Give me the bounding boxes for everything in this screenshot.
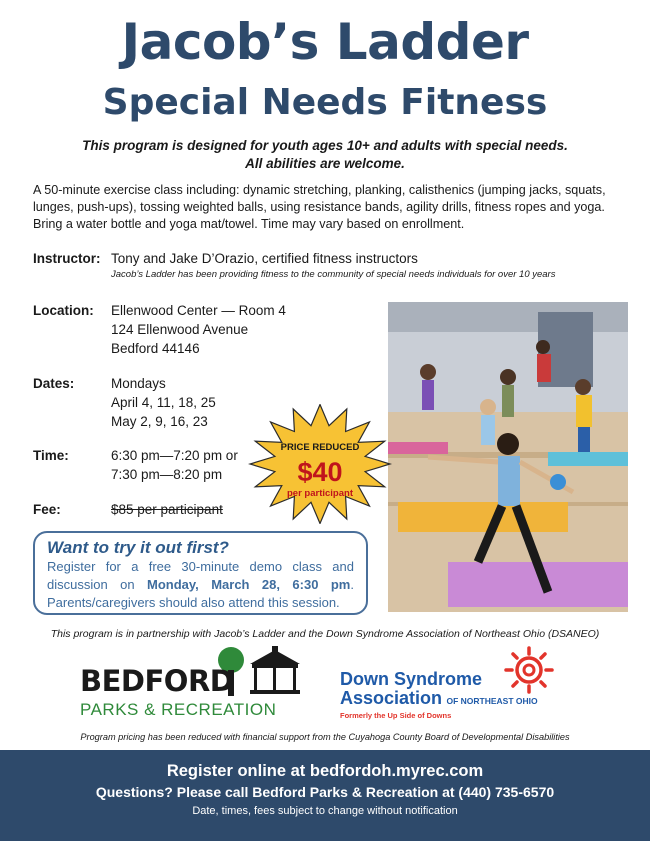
- fitness-class-illustration: [388, 302, 628, 612]
- time-line: 7:30 pm—8:20 pm: [111, 467, 223, 482]
- dates-value: [111, 374, 216, 431]
- questions-line: Questions? Please call Bedford Parks & Recreation at (440) 735-6570: [95, 784, 555, 800]
- pricing-note: Program pricing has been reduced with financial support from the Cuyahoga County Board of Developmental Disabilities: [80, 732, 570, 742]
- instructor-note: Jacob’s Ladder has been providing fitness to the community of special needs individuals for over 10 years: [111, 269, 556, 280]
- footer-banner: [0, 750, 650, 841]
- location-line: Bedford 44146: [111, 341, 200, 356]
- demo-body: [47, 558, 354, 612]
- price-reduced-burst: [248, 404, 393, 524]
- time-label: Time:: [33, 448, 69, 463]
- per-participant-label: per participant: [287, 488, 353, 499]
- demo-title: Want to try it out first?: [47, 538, 229, 557]
- sun-spiral-icon: [500, 646, 558, 694]
- dsa-formerly: Formerly the Up Side of Downs: [340, 711, 452, 720]
- fee-label: Fee:: [33, 502, 61, 517]
- time-value: [111, 446, 238, 484]
- location-label: Location:: [33, 303, 94, 318]
- dsa-region: OF NORTHEAST OHIO: [446, 696, 538, 706]
- demo-date: Monday, March 28, 6:30 pm: [147, 577, 351, 592]
- intro-line-1: This program is designed for youth ages 10+ and adults with special needs.: [82, 138, 568, 153]
- instructor-value: Tony and Jake D’Orazio, certified fitness instructors: [111, 251, 418, 266]
- demo-body-text: Register for a free 30-minute demo class and discussion on: [47, 559, 354, 592]
- demo-class-box: [33, 531, 368, 615]
- time-line: 6:30 pm—7:20 pm or: [111, 448, 238, 463]
- location-line: Ellenwood Center — Room 4: [111, 303, 286, 318]
- intro-line-2: All abilities are welcome.: [245, 156, 405, 171]
- location-value: [111, 301, 286, 358]
- program-description: A 50-minute exercise class including: dynamic stretching, planking, calisthenics (jumping jacks, squats, lunges, push-ups), tossing weighted balls, using resistance bands, agility drills, fitness ropes and yoga. Bring a water bottle and yoga mat/towel. Time may vary based on enrollment.: [33, 183, 606, 231]
- instructor-label: Instructor:: [33, 251, 101, 266]
- bedford-name: BEDFORD: [80, 664, 234, 698]
- dsa-association: Association: [340, 688, 443, 708]
- dsa-name-line2: [340, 688, 538, 709]
- demo-body-text: . Parents/caregivers should also attend this session.: [47, 577, 354, 610]
- fee-old-price: $85 per participant: [111, 502, 223, 517]
- partnership-note: This program is in partnership with Jacob’s Ladder and the Down Syndrome Association of Northeast Ohio (DSANEO): [50, 628, 600, 640]
- location-line: 124 Ellenwood Avenue: [111, 322, 249, 337]
- price-reduced-label: PRICE REDUCED: [280, 442, 360, 453]
- disclaimer-line: Date, times, fees subject to change without notification: [192, 805, 458, 817]
- page-subtitle: Special Needs Fitness: [102, 82, 548, 123]
- dates-line: Mondays: [111, 376, 166, 391]
- bedford-parks-logo: [80, 646, 305, 722]
- page-title: Jacob’s Ladder: [121, 13, 529, 71]
- new-price: $40: [297, 457, 343, 487]
- bedford-subtitle: PARKS & RECREATION: [80, 700, 277, 719]
- dates-label: Dates:: [33, 376, 75, 391]
- dsa-name-line1: Down Syndrome: [340, 669, 483, 689]
- dates-line: May 2, 9, 16, 23: [111, 414, 208, 429]
- intro-text: [0, 137, 650, 173]
- fitness-class-photo: [388, 302, 628, 612]
- register-line: Register online at bedfordoh.myrec.com: [166, 762, 484, 780]
- starburst-shape: [248, 404, 393, 524]
- down-syndrome-association-logo: [340, 646, 580, 722]
- dates-line: April 4, 11, 18, 25: [111, 395, 216, 410]
